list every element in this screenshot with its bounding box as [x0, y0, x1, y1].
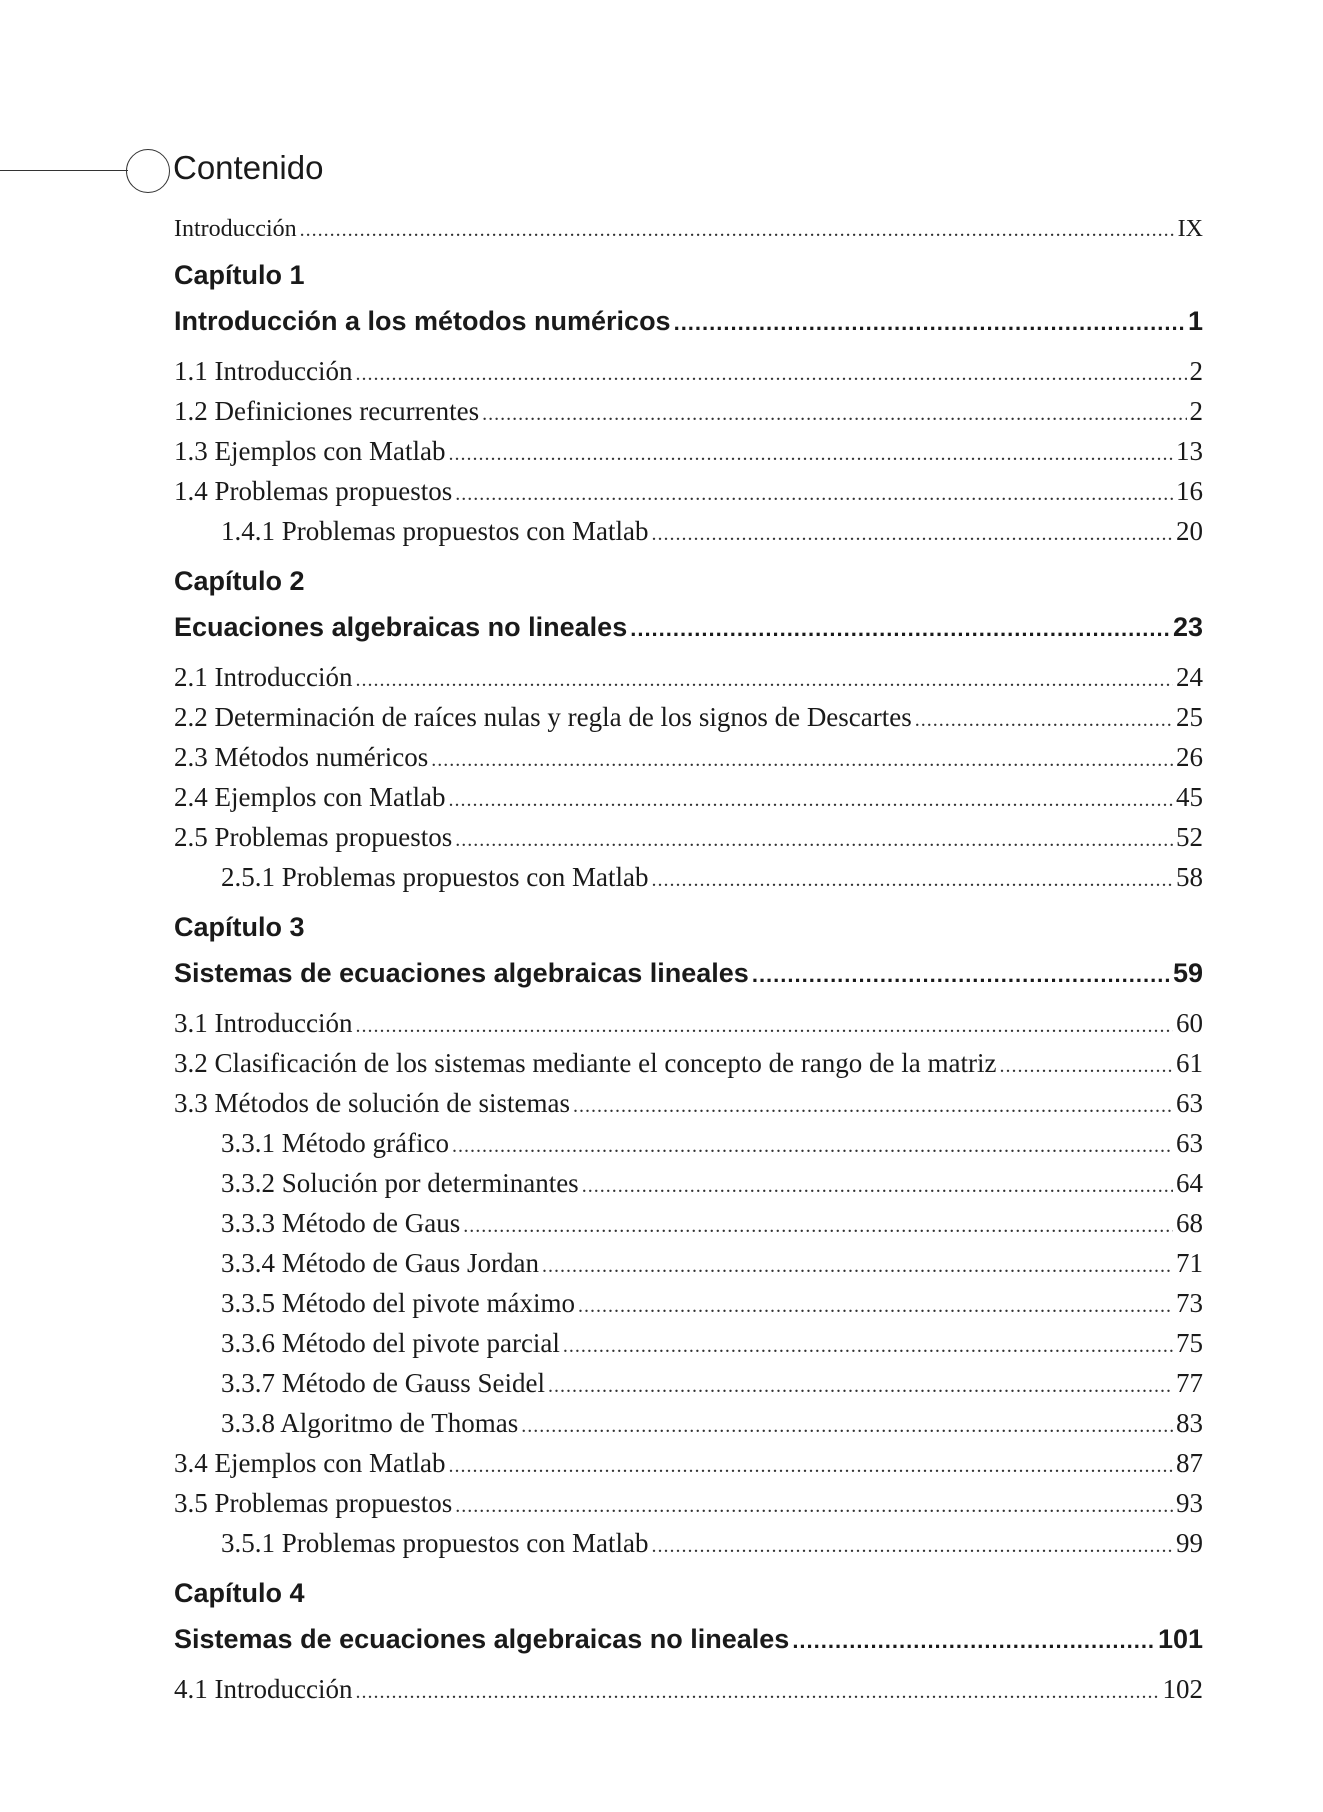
toc-subentry[interactable]	[174, 1165, 1203, 1205]
toc-entry-title: 1.4 Problemas propuestos	[174, 476, 453, 506]
dot-leader	[448, 1448, 1173, 1485]
dot-leader	[999, 1048, 1173, 1085]
toc-entry-title: 3.3.8 Algoritmo de Thomas	[221, 1408, 519, 1438]
toc-entry-page: 61	[1176, 1048, 1203, 1078]
dot-leader	[548, 1368, 1173, 1405]
toc-entry-title: 3.3.5 Método del pivote máximo	[221, 1288, 575, 1318]
toc-entry-title: 3.3.6 Método del pivote parcial	[221, 1328, 560, 1358]
dot-leader	[578, 1288, 1173, 1325]
toc-entry[interactable]	[174, 1005, 1203, 1045]
toc-entry-page: 73	[1176, 1288, 1203, 1318]
toc-entry-title: 2.1 Introducción	[174, 662, 353, 692]
toc-subentry[interactable]	[174, 1365, 1203, 1405]
chapter-title-entry[interactable]	[174, 1619, 1203, 1661]
toc-entry-page: 71	[1176, 1248, 1203, 1278]
toc-entry-title: 3.3.7 Método de Gauss Seidel	[221, 1368, 545, 1398]
chapter-title-entry[interactable]	[174, 607, 1203, 649]
toc-entry[interactable]	[174, 819, 1203, 859]
dot-leader	[915, 702, 1173, 739]
toc-entry-page: IX	[1177, 216, 1203, 242]
chapter-label: Capítulo 2	[174, 566, 305, 596]
toc-entry-page: 63	[1176, 1128, 1203, 1158]
toc-subentry[interactable]	[174, 513, 1203, 553]
dot-leader	[452, 1128, 1173, 1165]
header-rule	[0, 170, 128, 171]
chapter-title-entry[interactable]	[174, 301, 1203, 343]
dot-leader	[573, 1088, 1173, 1125]
toc-entry-title: 1.4.1 Problemas propuestos con Matlab	[221, 516, 649, 546]
toc-entry-title: 1.3 Ejemplos con Matlab	[174, 436, 446, 466]
toc-entry-page: 52	[1176, 822, 1203, 852]
toc-entry-title: 3.3.4 Método de Gaus Jordan	[221, 1248, 539, 1278]
toc-entry-title: 3.5 Problemas propuestos	[174, 1488, 453, 1518]
toc-entry-page: 60	[1176, 1008, 1203, 1038]
toc-entry-title: 4.1 Introducción	[174, 1674, 353, 1704]
toc-entry-page: 16	[1176, 476, 1203, 506]
dot-leader	[521, 1408, 1173, 1445]
toc-entry-page: 77	[1176, 1368, 1203, 1398]
toc-subentry[interactable]	[174, 1525, 1203, 1565]
dot-leader	[651, 1528, 1173, 1565]
dot-leader	[630, 609, 1170, 649]
dot-leader	[355, 356, 1186, 393]
chapter-page: 23	[1172, 612, 1203, 642]
chapter-title-entry[interactable]	[174, 953, 1203, 995]
chapter-title: Sistemas de ecuaciones algebraicas lineales	[174, 958, 749, 988]
toc-entry-page: 87	[1176, 1448, 1203, 1478]
dot-leader	[431, 742, 1173, 779]
toc-subentry[interactable]	[174, 1285, 1203, 1325]
toc-entry-title: 3.4 Ejemplos con Matlab	[174, 1448, 446, 1478]
toc-subentry[interactable]	[174, 1245, 1203, 1285]
toc-entry-page: 75	[1176, 1328, 1203, 1358]
toc-subentry[interactable]	[174, 1205, 1203, 1245]
toc-entry-page: 45	[1176, 782, 1203, 812]
toc-entry-page: 68	[1176, 1208, 1203, 1238]
dot-leader	[355, 1008, 1173, 1045]
toc-entry[interactable]	[174, 393, 1203, 433]
chapter-entries	[174, 353, 1203, 553]
toc-subentry[interactable]	[174, 1405, 1203, 1445]
toc-entry-page: 83	[1176, 1408, 1203, 1438]
chapter-title: Introducción a los métodos numéricos	[174, 306, 671, 336]
toc-entry[interactable]	[174, 1485, 1203, 1525]
chapter-page: 101	[1157, 1624, 1203, 1654]
toc-entry-page: 13	[1176, 436, 1203, 466]
toc-entry-page: 58	[1176, 862, 1203, 892]
toc-entry-title: 3.3.3 Método de Gaus	[221, 1208, 461, 1238]
toc-entry[interactable]	[174, 659, 1203, 699]
dot-leader	[448, 782, 1173, 819]
header-circle-ornament	[126, 149, 170, 193]
toc-entry-page: 26	[1176, 742, 1203, 772]
page-title: Contenido	[173, 149, 324, 186]
toc-entry[interactable]	[174, 473, 1203, 513]
dot-leader	[455, 822, 1173, 859]
dot-leader	[651, 862, 1173, 899]
toc-entry-page: 93	[1176, 1488, 1203, 1518]
toc-entry-page: 20	[1176, 516, 1203, 546]
chapter-entries	[174, 1671, 1203, 1711]
toc-subentry[interactable]	[174, 1125, 1203, 1165]
chapter-page: 59	[1172, 958, 1203, 988]
toc-entry[interactable]	[174, 779, 1203, 819]
dot-leader	[455, 476, 1173, 513]
chapter-label: Capítulo 1	[174, 260, 305, 290]
toc-entry-title: 1.1 Introducción	[174, 356, 353, 386]
toc-entry-title: 3.3 Métodos de solución de sistemas	[174, 1088, 570, 1118]
toc-subentry[interactable]	[174, 1325, 1203, 1365]
toc-entry-page: 99	[1176, 1528, 1203, 1558]
toc-entry-title: 2.5.1 Problemas propuestos con Matlab	[221, 862, 649, 892]
toc-entry-title: 1.2 Definiciones recurrentes	[174, 396, 480, 426]
toc-entry-title: 2.5 Problemas propuestos	[174, 822, 453, 852]
toc-entry[interactable]	[174, 1671, 1203, 1711]
toc-entry-title: 3.1 Introducción	[174, 1008, 353, 1038]
dot-leader	[448, 436, 1173, 473]
dot-leader	[752, 955, 1170, 995]
toc-entry-page: 63	[1176, 1088, 1203, 1118]
dot-leader	[355, 662, 1173, 699]
chapter-label: Capítulo 4	[174, 1578, 305, 1608]
toc-entry[interactable]	[174, 353, 1203, 393]
dot-leader	[542, 1248, 1173, 1285]
dot-leader	[355, 1674, 1159, 1711]
dot-leader	[300, 212, 1175, 249]
toc-entry-page: 2	[1189, 396, 1203, 426]
chapter-title: Sistemas de ecuaciones algebraicas no lineales	[174, 1624, 790, 1654]
dot-leader	[651, 516, 1173, 553]
chapter-page: 1	[1187, 306, 1203, 336]
toc-entry[interactable]	[174, 699, 1203, 739]
toc-entry-page: 64	[1176, 1168, 1203, 1198]
dot-leader	[482, 396, 1186, 433]
toc-entry-title: 2.4 Ejemplos con Matlab	[174, 782, 446, 812]
toc-entry-title: 3.3.2 Solución por determinantes	[221, 1168, 579, 1198]
dot-leader	[674, 303, 1185, 343]
toc-entry-title: 2.3 Métodos numéricos	[174, 742, 429, 772]
dot-leader	[455, 1488, 1173, 1525]
toc-entry-title: 3.3.1 Método gráfico	[221, 1128, 449, 1158]
chapter-title: Ecuaciones algebraicas no lineales	[174, 612, 628, 642]
toc-entry-page: 25	[1176, 702, 1203, 732]
toc-entry-title: 2.2 Determinación de raíces nulas y regla de los signos de Descartes	[174, 702, 912, 732]
dot-leader	[582, 1168, 1173, 1205]
table-of-contents	[174, 211, 1203, 1719]
toc-entry-intro[interactable]	[174, 211, 1203, 249]
toc-entry-title: 3.5.1 Problemas propuestos con Matlab	[221, 1528, 649, 1558]
dot-leader	[463, 1208, 1173, 1245]
toc-entry[interactable]	[174, 1085, 1203, 1125]
toc-entry-title: 3.2 Clasificación de los sistemas mediante el concepto de rango de la matriz	[174, 1048, 997, 1078]
toc-entry-page: 102	[1162, 1674, 1203, 1704]
toc-entry-title: Introducción	[174, 216, 297, 242]
toc-entry[interactable]	[174, 433, 1203, 473]
chapter-label: Capítulo 3	[174, 912, 305, 942]
toc-subentry[interactable]	[174, 859, 1203, 899]
toc-entry[interactable]	[174, 1445, 1203, 1485]
toc-entry-page: 24	[1176, 662, 1203, 692]
chapter-entries	[174, 1005, 1203, 1565]
toc-entry[interactable]	[174, 1045, 1203, 1085]
dot-leader	[792, 1621, 1155, 1661]
chapter-entries	[174, 659, 1203, 899]
toc-entry-page: 2	[1189, 356, 1203, 386]
toc-entry[interactable]	[174, 739, 1203, 779]
dot-leader	[563, 1328, 1173, 1365]
